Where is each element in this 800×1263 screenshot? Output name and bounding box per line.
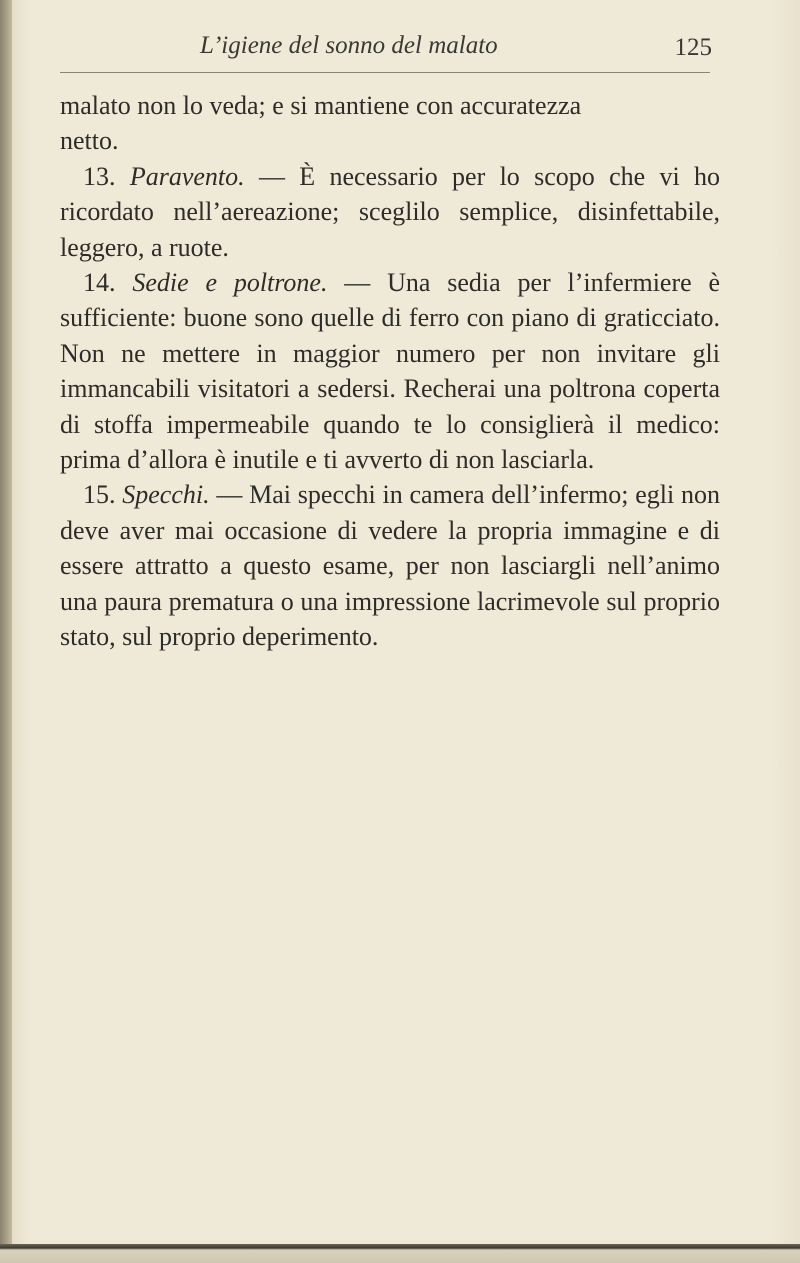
page-header [60, 28, 720, 64]
body-text [60, 88, 720, 655]
paragraph-14 [60, 265, 720, 477]
paragraph-13-title: Paravento. [129, 161, 245, 191]
page-number: 125 [674, 34, 712, 61]
paragraph-13-number: 13. [83, 161, 116, 191]
paragraph-14-text: — Una sedia per l’infermiere è sufficiente: buone sono quelle di ferro con piano di graticciato. Non ne mettere in maggior numero per non invitare gli immancabili visitatori a sedersi. Recherai una poltrona coperta di stoffa impermeabile quando te lo consiglierà il medico: prima d’allora è inutile e ti avverto di non lasciarla. [60, 268, 721, 475]
paragraph-14-title: Sedie e poltrone. [132, 268, 328, 298]
paragraph-13 [60, 159, 720, 265]
continued-paragraph [60, 88, 720, 159]
paragraph-13-text: — È necessario per lo scopo che vi ho ricordato nell’aereazione; sceglilo semplice, disinfettabile, leggero, a ruote. [60, 161, 721, 262]
paragraph-15-text: — Mai specchi in camera dell’infermo; egli non deve aver mai occasione di vedere la propria immagine e di essere attratto a questo esame, per non lasciargli nell’animo una paura prematura o una impressione lacrimevole sul proprio stato, sul proprio deperimento. [60, 480, 720, 652]
page-binding-edge [0, 0, 12, 1263]
paragraph-15-number: 15. [83, 480, 116, 510]
page-bottom-edge [0, 1244, 800, 1263]
paragraph-14-number: 14. [83, 268, 116, 298]
header-rule [60, 72, 710, 73]
running-title: L’igiene del sonno del malato [200, 32, 498, 59]
paragraph-15-title: Specchi. [122, 480, 210, 510]
continued-line-1: malato non lo veda; e si mantiene con accuratezza [60, 91, 582, 120]
paragraph-15 [60, 477, 720, 654]
continued-line-2: netto. [60, 126, 119, 156]
